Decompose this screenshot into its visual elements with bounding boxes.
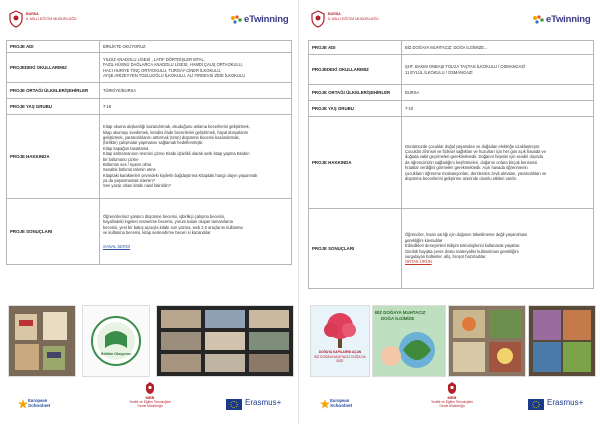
left-page <box>4 0 294 424</box>
left-photo-strip <box>6 305 292 375</box>
table-row <box>309 55 594 85</box>
row-value: 7-10 <box>402 101 594 117</box>
table-row <box>309 41 594 55</box>
row-label: PROJEDEKİ OKULLARIMIZ <box>7 53 100 83</box>
right-page <box>306 0 596 424</box>
table-row <box>309 85 594 101</box>
ministry-logo <box>8 8 78 34</box>
row-label: PROJE ADI <box>7 41 100 53</box>
page-footer <box>4 382 294 422</box>
table-row <box>309 209 594 289</box>
row-label: PROJE YAŞ GRUBU <box>7 99 100 115</box>
row-label: PROJE HAKKINDA <box>7 115 100 199</box>
meb-seal-icon <box>145 382 155 394</box>
meb-sub1: Yenilik ve Eğitim Teknolojileri <box>129 400 171 404</box>
schoolnet-star-icon <box>18 399 28 409</box>
erasmus-logo <box>226 398 286 412</box>
photo-artworks <box>528 305 596 377</box>
row-value: 7-18 <box>100 99 292 115</box>
erasmus-text: Erasmus+ <box>245 398 282 407</box>
artworks-icon <box>529 306 595 376</box>
right-photo-strip <box>308 305 594 375</box>
etwinning-text: eTwinning <box>244 14 289 25</box>
erasmus-logo <box>528 398 588 412</box>
row-value: Günümüzde çocuklar doğal yaşamdan ve doğadan elektriğe uzaklaşmıştır. Çocuklar zihinsel ve fiziksel sağlıkları ve huzurları için her gün açık havada ve doğada vakit geçirmeleri gerekmektedir. Doğanın hepsini için sevdiri dışında da öğrencimizin sağladığını keşfetmeleri, doğanın onlara birçok bensensi hraatlar verdiğini görmeleri gerekmektedir. Açık havada öğrenmenin çocukların öğrenme motivasyonları, derslerden zevk almaları, yaratıcılıkları ve düşünme becerilerini geliştirme üzerinde olumlu etkileri vardır. <box>402 117 594 209</box>
page-header <box>306 8 596 34</box>
meb-title: MEB <box>145 395 155 400</box>
ministry-line2: İL MİLLİ EĞİTİM MÜDÜRLÜĞÜ <box>26 17 77 21</box>
row-value: YILDIZ ANADOLU LİSESİ , LATİF DÖRTDİŞLER MTAL, FAZIL HÜSNÜ DAĞLARCA ANADOLU LİSESİ, HAMDİ ÇAUŞ ORTAOKULU, HACI HURİYE TINÇ ORTAOKULU, TURGAY CİNER İLKOKULU, AYŞE ARİZEYYEN TOZLUOĞLU İLKOKULU, ALİ FİRDEVSİ ZİDE İLKOKULU <box>100 53 292 83</box>
table-row <box>7 99 292 115</box>
ministry-line1: BURSA <box>328 12 341 16</box>
etwinning-logo <box>532 10 590 30</box>
joint-product-link[interactable]: ORTAK ÜRÜN <box>405 259 432 265</box>
card-text3: BİZE <box>336 359 344 363</box>
table-row <box>7 41 292 53</box>
virtual-exhibit-link[interactable]: SANAL SERGİ <box>103 243 131 249</box>
meb-logo <box>424 382 480 420</box>
table-row <box>7 199 292 265</box>
ministry-emblem-icon <box>8 10 24 28</box>
meb-logo <box>122 382 178 420</box>
page-header <box>4 8 294 34</box>
meb-sub1: Yenilik ve Eğitim Teknolojileri <box>431 400 473 404</box>
etwinning-text: eTwinning <box>546 14 591 25</box>
poster-title1: BİZ DOĞAYA MUHTACIZ <box>375 310 426 315</box>
photo-crafts <box>448 305 526 377</box>
row-value: BİZ DOĞAYA MUHTACIZ; DOĞA İLGİMİZE... <box>402 41 594 55</box>
badge-label: Birlikte Okuyoruz <box>101 352 131 356</box>
poster-title2: DOĞA İLGİMİZE <box>381 316 415 321</box>
schoolnet-line2: Schoolnet <box>28 403 51 408</box>
meb-sub2: Genel Müdürlüğü <box>137 404 163 408</box>
photo-poster <box>372 305 446 377</box>
photo-video-call <box>156 305 294 377</box>
schoolnet-line1: European <box>28 398 48 403</box>
erasmus-text: Erasmus+ <box>547 398 584 407</box>
european-schoolnet-logo <box>18 398 62 412</box>
project-table <box>6 40 292 265</box>
table-row <box>7 115 292 199</box>
project-table <box>308 40 594 289</box>
row-label: PROJE YAŞ GRUBU <box>309 101 402 117</box>
row-label: PROJE SONUÇLARI <box>309 209 402 289</box>
photo-books <box>8 305 76 377</box>
eu-flag-icon <box>528 399 544 410</box>
row-value: Öğrencilerimiz yaratıcı düşünme becerisi, işbirlikçi çalışma becerisi, hayalindeki ingeleri resmetme becerisi, yorum katan oluşan tamamlama becerisi, yeni bir bakış açısıyla kitabı son yazma, web 2.0 araçlarını kullanma ve kullanma becerisi, kitap seslendirme beceri si kazandılar SANAL SERGİ <box>100 199 292 265</box>
schoolnet-line2: Schoolnet <box>330 403 353 408</box>
card-text1: DOĞAYA KAPILARINI AÇAN <box>318 350 362 354</box>
page-footer <box>306 382 596 422</box>
photo-badge <box>82 305 150 377</box>
card-text2: BİZ DOĞAYA MUHTACIZ DOĞA DA <box>314 355 366 359</box>
ministry-logo <box>310 8 380 34</box>
video-call-grid-icon <box>157 306 293 376</box>
row-label: PROJEDEKİ OKULLARIMIZ <box>309 55 402 85</box>
project-badge-icon <box>83 306 149 376</box>
row-label: PROJE HAKKINDA <box>309 117 402 209</box>
table-row <box>7 83 292 99</box>
tree-card-icon <box>311 306 369 376</box>
european-schoolnet-logo <box>320 398 364 412</box>
table-row <box>309 117 594 209</box>
meb-title: MEB <box>447 395 457 400</box>
etwinning-dots-icon <box>230 15 244 25</box>
row-value: BİRLİKTE OKUYORUZ <box>100 41 292 53</box>
meb-seal-icon <box>447 382 457 394</box>
ministry-line1: BURSA <box>26 12 39 16</box>
table-row <box>309 101 594 117</box>
crafts-collage-icon <box>449 306 525 376</box>
etwinning-dots-icon <box>532 15 546 25</box>
page-divider <box>298 0 299 424</box>
photo-tree-card <box>310 305 370 377</box>
row-label: PROJE ADI <box>309 41 402 55</box>
row-value: Öğrenciler, İnsan varlığı için doğanın tüketilmeme değil yaşanılması gerekliğini kavradılar Edindikleri deneyimleri Bilişim teknolojilerini kullanarak yaşattar. Günlük hayatta çevre dostu materyaller kullanılması gerekliğini vurgulayan bültenler, afiş, broşür hazırladılar. ORTAK ÜRÜN <box>402 209 594 289</box>
books-photo-icon <box>9 306 75 376</box>
schoolnet-line1: European <box>330 398 350 403</box>
row-value: ŞHT. BAKIM ONBAŞI TOLGA TAŞTAN İLKOKULU / OSMANGAZİ 11 EYLÜL İLKOKULU / OSMANGAZİ <box>402 55 594 85</box>
row-label: PROJE SONUÇLARI <box>7 199 100 265</box>
ministry-line2: İL MİLLİ EĞİTİM MÜDÜRLÜĞÜ <box>328 17 379 21</box>
table-row <box>7 53 292 83</box>
etwinning-logo <box>230 10 288 30</box>
schoolnet-star-icon <box>320 399 330 409</box>
eu-flag-icon <box>226 399 242 410</box>
row-value: BURSA <box>402 85 594 101</box>
row-label: PROJE ORTAĞI ÜLKELER/ŞEHİRLER <box>309 85 402 101</box>
row-value: Kitap okuma alışkanlığı kazandırmak, okuduğunu anlama becerilerini geliştirmek, kitap okumayı sevdirmek, kendini ifade becerilerini geliştirmek, hayal dünyalarını geliştirmek, yaratıcılıklarını arttırmak (ürün) düşünme becerisi kazandırmak, (birlikte) çalışmalar yapmasını sağlamak hedeflenmiştir. Kitap kapağını tasarlama Kitap kahramanının resmini çizme Kitabı işbirlikli olarak seslı kitap yapma Kitabın bir bölümünü çizme Bölümün ses / tiyatro olma Sesaltık bölümü tahmin etme Kitaptaki karakterleri çevredeki kişilerle bağdaştırma Kitaptaki hangi olayın yaşanmak ya da yaşanmamak istersin? Sen yazar olsan kitabı nasıl bitirirdin? <box>100 115 292 199</box>
ministry-emblem-icon <box>310 10 326 28</box>
row-value: TÜRKİYE/BURSA <box>100 83 292 99</box>
meb-sub2: Genel Müdürlüğü <box>439 404 465 408</box>
row-label: PROJE ORTAĞI ÜLKELER/ŞEHİRLER <box>7 83 100 99</box>
